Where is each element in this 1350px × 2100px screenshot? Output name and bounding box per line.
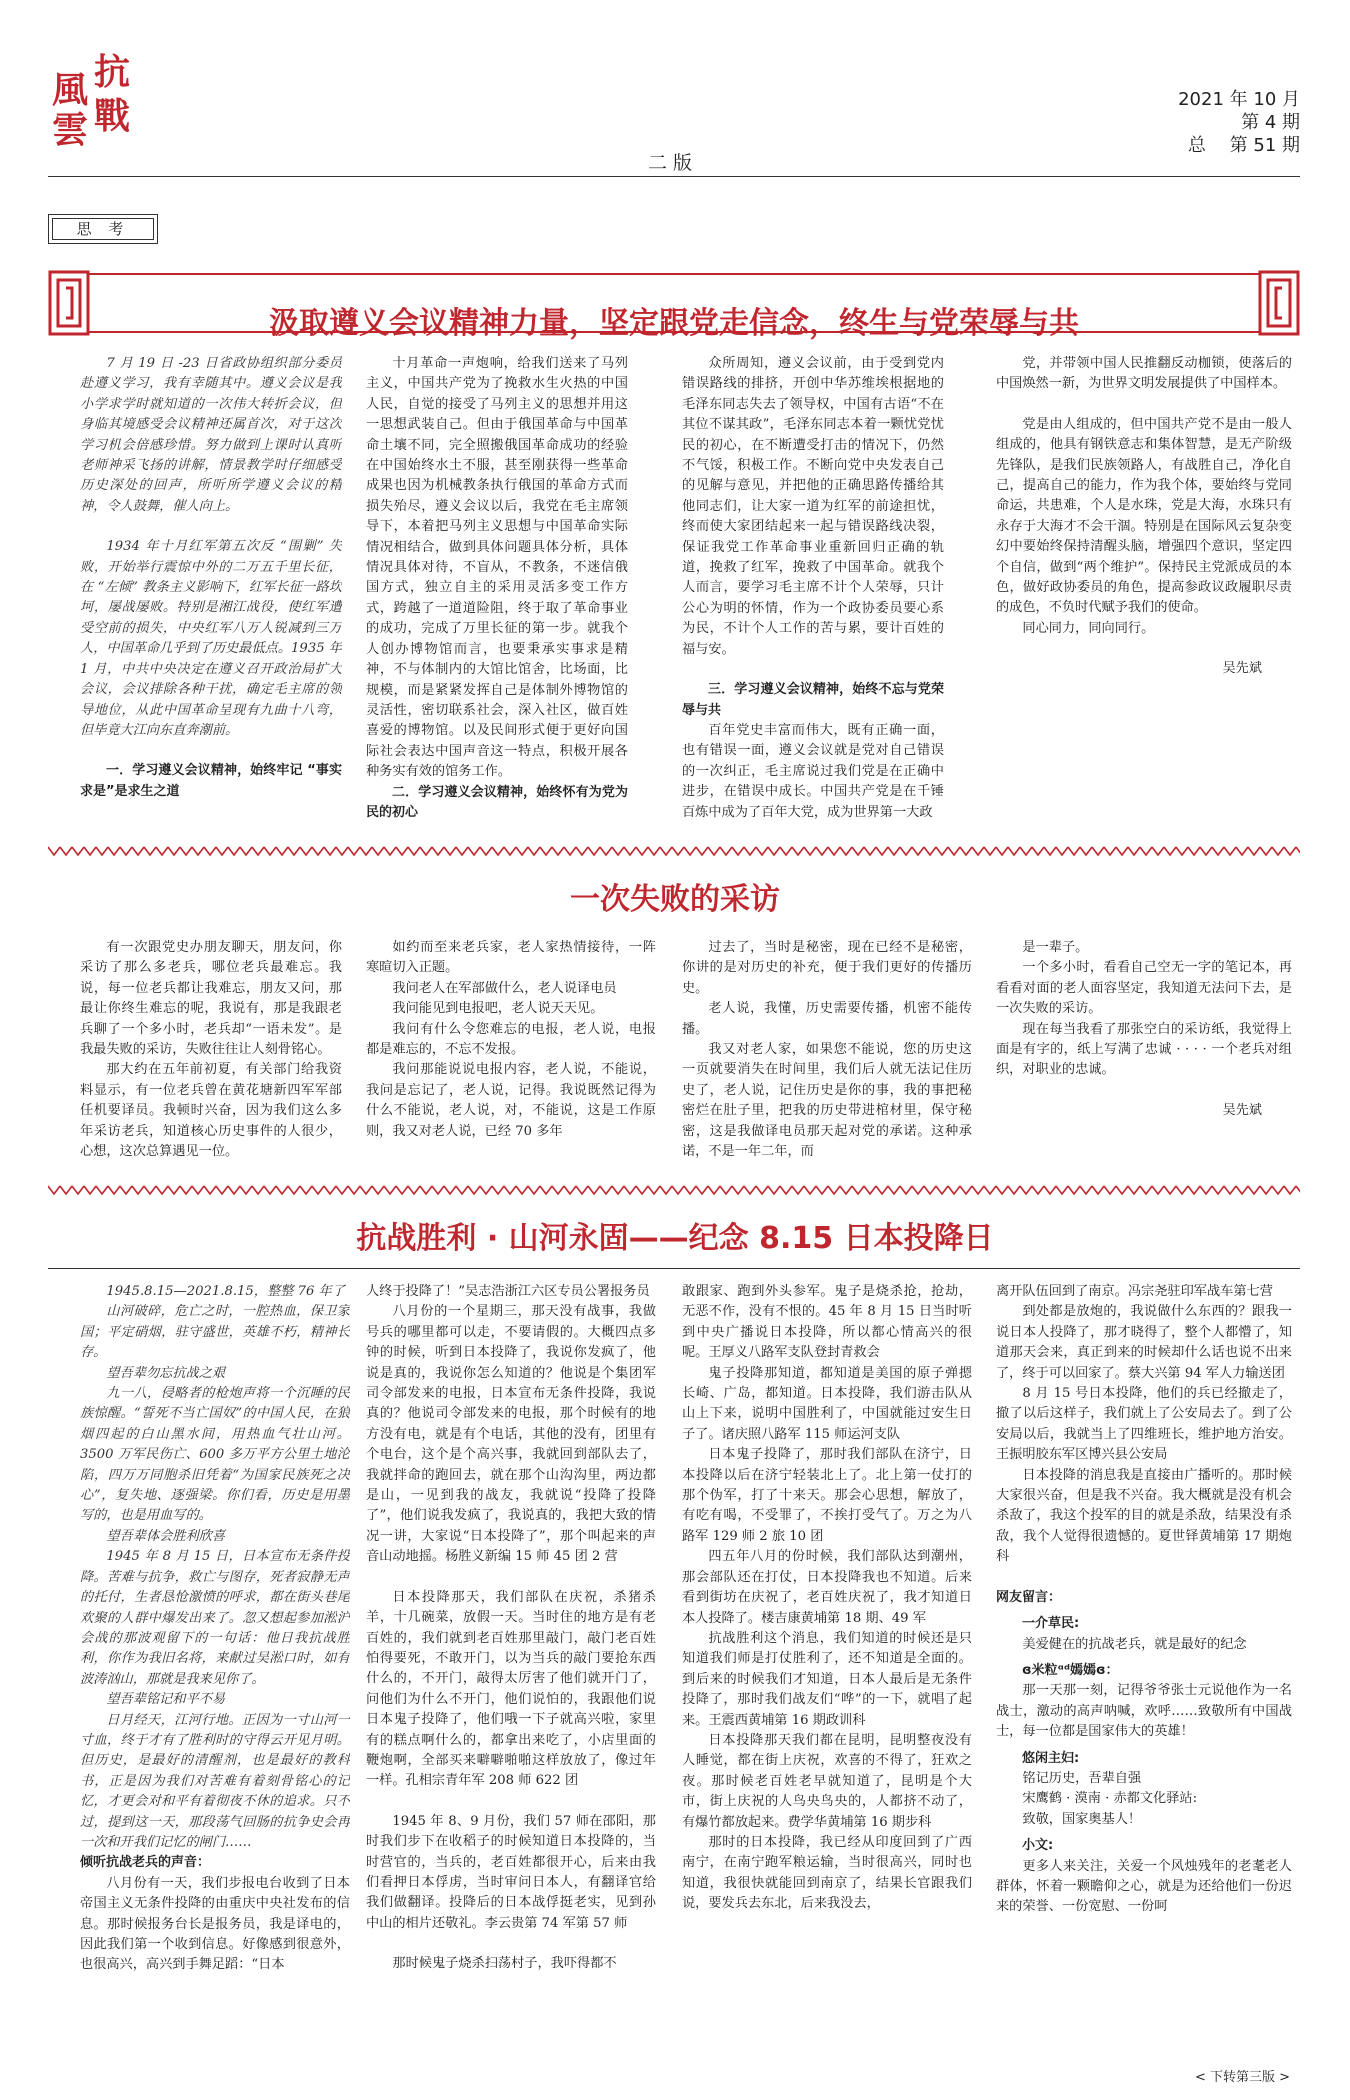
page-version: 二 版 (647, 152, 693, 174)
issue-date: 2021 年 10 月 (1178, 89, 1300, 110)
comment-author: 小文: (1022, 1838, 1054, 1854)
article3-paragraph: 九一八，侵略者的枪炮声将一个沉睡的民族惊醒。“誓死不当亡国奴”的中国人民，在狼烟四起的白山黑水间，用热血气壮山河。3500 万军民伤亡、600 多万平方公里土地沦陷，四万万同胞杀旧凭着“为国家民族死之决心”，复失地、逐强梁。你们看，历史是用墨写的，也是用血写的。 (80, 1386, 350, 1524)
article3-subheading: 倾听抗战老兵的声音： (80, 1855, 211, 1871)
article1-column-4 (996, 354, 1292, 774)
article3-paragraph: 抗战胜利这个消息，我们知道的时候还是只知道我们师是打仗胜利了，还不知道是全面的。到后来的时候我们才知道，日本人最后是无条件投降了，那时我们战友们“哗”的一下，就唱了起来。王震西黄埔第 16 期政训科 (682, 1630, 972, 1728)
zigzag-divider (48, 1184, 1300, 1196)
logo-char: 抗 (93, 51, 130, 93)
article3-paragraph: 那时候鬼子烧杀扫荡村子，我吓得都不 (392, 1956, 617, 1972)
article3-paragraph: 日本投降那天，我们部队在庆祝，杀猪杀羊，十几碗菜，放假一天。当时住的地方是有老百姓的，我们就到老百姓那里敲门，敲门老百姓怕得要死，不敢开门，以为当兵的敲门要抢东西什么的，不开门，敲得太厉害了他们就开门了，问他们为什么不开门，他们说怕的，我跟他们说日本鬼子投降了，他们哦一下子就高兴啦，家里有的糕点啊什么的，都拿出来吃了，小店里面的鞭炮啊，全部买来噼噼啪啪这样放放了，像过年一样。孔相宗青年军 208 师 622 团 (366, 1589, 656, 1789)
article2-paragraph: 是一辈子。 (1022, 940, 1089, 955)
continued-note: < 下转第三版 > (1194, 2070, 1290, 2085)
article1-paragraph: 众所周知，遵义会议前，由于受到党内错误路线的排挤，开创中华苏维埃根据地的毛泽东同志失去了领导权，中国有古语“不在其位不谋其政”，毛泽东同志本着一颗忧党忧民的初心，在不断遭受打击的情况下，仍然不气馁，积极工作。不断向党中央发表自己的见解与意见，并把他的正确思路传播给其他同志们，让大家一道为红军的前途担忧，终而使大家团结起来一起与错误路线决裂，保证我党工作革命事业重新回归正确的轨道，挽救了红军，挽救了中国革命。就我个人而言，要学习毛主席不计个人荣辱，只计公心为明的怀情，作为一个政协委员要心系为民，不计个人工作的苦与累，要计百姓的福与安。 (682, 356, 944, 657)
article1-paragraph: 1934 年十月红军第五次反 “围剿” 失败，开始举行震惊中外的二万五千里长征，在 “左倾” 教条主义影响下，红军长征一路坎坷，屡战屡败。特别是湘江战役，使红军遭受空前的损失，中央红军八万人锐减到三万人，中国革命几乎到了历史最低点。1935 年 1 月，中共中央决定在遵义召开政治局扩大会议，会议排除各种干扰，确定毛主席的领导地位，从此中国革命呈现有九曲十八弯，但毕竟大江向东直奔潮前。 (80, 539, 342, 738)
article1-paragraph: 同心同力，同向同行。 (1022, 620, 1155, 636)
article3-paragraph: 1945 年 8 月 15 日，日本宣布无条件投降。苦难与抗争，救亡与图存，死者寂静无声的托付，生者恳怆激愤的呼求，都在街头巷尾欢聚的人群中爆发出来了。忽又想起参加淞沪会战的那波观留下的一句话：他日我抗战胜利，你作为我旧名将，来献过吴淞口时，如有波涛汹山，那就是我来见你了。 (80, 1549, 350, 1687)
article3-subheading: 望吾辈体会胜利欣喜 (106, 1528, 226, 1544)
article2-paragraph: 我又对老人家，如果您不能说，您的历史这一页就要消失在时间里，我们后人就无法记住历史了，老人说，记住历史是你的事，我的事把秘密烂在肚子里，把我的历史带进棺材里，保守秘密，这是我做译电员那天起对党的承诺。这种承诺，不是一年二年，而 (682, 1042, 972, 1160)
article1-subheading: 二．学习遵义会议精神，始终怀有为党为民的初心 (366, 784, 628, 820)
comments-heading: 网友留言： (996, 1589, 1062, 1605)
comment-author: ɞ米粒ᵅᵈ嫣嫣ɞ： (1022, 1662, 1119, 1678)
issue-number: 第 4 期 (1241, 112, 1300, 133)
article3-title: 抗战胜利 · 山河永固——纪念 8.15 日本投降日 (356, 1221, 994, 1256)
comment-author: 悠闲主妇: (1022, 1750, 1080, 1766)
comment-text: 铭记历史，吾辈自强 (1022, 1770, 1142, 1786)
article3-paragraph: 日本投降那天我们都在昆明，昆明整夜没有人睡觉，都在街上庆祝，欢喜的不得了，狂欢之夜。那时候老百姓老早就知道了，昆明是个大市，街上庆祝的人鸟央鸟央的，人都挤不动了，有爆竹都放起来。费学华黄埔第 16 期步科 (682, 1732, 972, 1830)
comment-text: 更多人来关注，关爱一个风烛残年的老耄老人群体，怀着一颗瞻仰之心，就是为还给他们一份迟来的荣誉、一份宽慰、一份呵 (996, 1858, 1292, 1915)
article3-paragraph: 到处都是放炮的，我说做什么东西的？跟我一说日本人投降了，那才晓得了，整个人都懵了，知道那天会来，真正到来的时候却什么话也说不出来了，终于可以回家了。蔡大兴第 94 军人力输送团 (996, 1304, 1292, 1381)
article2-author: 吴先斌 (1222, 1102, 1262, 1118)
article3-paragraph: 离开队伍回到了南京。冯宗尧驻印军战车第七营 (996, 1284, 1273, 1299)
article2-paragraph: 我问老人在军部做什么，老人说译电员 (392, 980, 617, 996)
article3-paragraph: 那时的日本投降，我已经从印度回到了广西南宁，在南宁跑军粮运输，当时很高兴，同时也知道，我很快就能回到南京了，结果长官跟我们说，要发兵去东北，后来我没去， (682, 1834, 972, 1912)
article2-paragraph: 老人说，我懂，历史需要传播，机密不能传播。 (682, 1001, 972, 1037)
article3-paragraph: 敢跟家、跑到外头参军。鬼子是烧杀抢，抢劫，无恶不作，没有不恨的。45 年 8 月 15 日当时听到中央广播说日本投降，所以都心情高兴的很呢。王厚义八路军支队登封青救会 (682, 1284, 972, 1361)
article1-column-3 (682, 354, 944, 824)
article3-paragraph: 日本投降的消息我是直接由广播听的。那时候大家很兴奋，但是我不兴奋。我大概就是没有机会杀敌了，我这个投军的目的就是杀敌，结果没有杀敌，我个人觉得很遗憾的。夏世铎黄埔第 17 期炮科 (996, 1467, 1292, 1565)
article2-paragraph: 我问能见到电报吧，老人说天天见。 (392, 1001, 604, 1017)
article3-divider (48, 1268, 1300, 1269)
issue-info (1130, 88, 1300, 157)
section-label-text: 思 考 (52, 218, 154, 240)
article1-author: 吴先斌 (1222, 661, 1262, 677)
logo-char: 風 (51, 69, 88, 111)
comment-text: 致敬，国家奥基人！ (1022, 1811, 1142, 1827)
article3-paragraph: 八月份的一个星期三，那天没有战事，我做号兵的哪里都可以走，不要请假的。大概四点多钟的时候，听到日本投降了，我说你发疯了，他说是真的，我说你怎么知道的？他说是个集团军司令部发来的电报，日本宣布无条件投降，我说真的？他说司令部发来的电报，那个时候有的地方没有电，就是有个电话，其他的没有，团里有个电台，这个是个高兴事，我就回到部队去了，我就拌命的跑回去，就在那个山沟沟里，两边都是山，一见到我的战友，我就说“投降了投降了”，他们说我发疯了，我说真的，我把大致的情况一讲，大家说“日本投降了”，那个叫起来的声音山动地摇。杨胜义新编 15 师 45 团 2 营 (366, 1304, 656, 1565)
article3-paragraph: 日本鬼子投降了，那时我们部队在济宁，日本投降以后在济宁轻装北上了。北上第一仗打的那个伪军，打了十来天。那会心思想，解放了，有吃有喝，不受罪了，不挨打受气了。万之为八路军 129 师 2 旅 10 团 (682, 1447, 972, 1544)
article3-subheading: 望吾辈铭记和平不易 (106, 1692, 226, 1708)
article3-column-1 (80, 1282, 350, 2082)
article3-subheading: 望吾辈勿忘抗战之艰 (106, 1365, 226, 1381)
article3-paragraph: 人终于投降了！”吴志浩浙江六区专员公署报务员 (366, 1284, 650, 1299)
article1-column-2 (366, 354, 628, 824)
article3-column-2 (366, 1282, 656, 2082)
article2-paragraph: 那大约在五年前初夏，有关部门给我资料显示，有一位老兵曾在黄花塘新四军军部任机要译员。我顿时兴奋，因为我们这么多年采访老兵，知道核心历史事件的人很少，心想，这次总算遇见一位。 (80, 1062, 342, 1160)
article2-paragraph: 我问那能说说电报内容，老人说，不能说，我问是忘记了，老人说，记得。我说既然记得为什么不能说，老人说，对，不能说，这是工作原则，我又对老人说，已经 70 多年 (366, 1062, 656, 1139)
article3-paragraph: 四五年八月的份时候，我们部队达到潮州，那会部队还在打仗，日本投降我也不知道。后来看到街坊在庆祝了，老百姓庆祝了，我才知道日本人投降了。楼吉康黄埔第 18 期、49 军 (682, 1549, 972, 1626)
comment-text: 宋鹰鹤 · 漠南 · 赤都文化驿站: (1022, 1791, 1198, 1807)
article3-paragraph: 鬼子投降那知道，都知道是美国的原子弹摁长崎、广岛，都知道。日本投降，我们游击队从山上下来，说明中国胜利了，中国就能过安生日子了。诸庆照八路军 115 师运河支队 (682, 1365, 972, 1442)
issue-total: 总 第 51 期 (1187, 135, 1300, 156)
article1-subheading: 三．学习遵义会议精神，始终不忘与党荣辱与共 (682, 682, 944, 718)
comment-author: 一介草民: (1022, 1616, 1080, 1632)
comment-text: 那一天那一刻，记得爷爷张士元说他作为一名战士，激动的高声呐喊，欢呼……致敬所有中国战士，每一位都是国家伟大的英雄！ (996, 1683, 1292, 1740)
article1-title: 汲取遵义会议精神力量，坚定跟党走信念，终生与党荣辱与共 (269, 306, 1079, 341)
article3-paragraph: 八月份有一天，我们步报电台收到了日本帝国主义无条件投降的由重庆中央社发布的信息。那时候报务台长是报务员，我是译电的，因此我们第一个收到信息。好像感到很意外，也很高兴，高兴到手舞足蹈：“日本 (80, 1875, 350, 1973)
article1-column-1 (80, 354, 342, 824)
article1-intro: 7 月 19 日 -23 日省政协组织部分委员赴遵义学习，我有幸随其中。遵义会议是我小学求学时就知道的一次伟大转折会议，但身临其境感受会议精神还属首次，对于这次学习机会倍感珍惜。努力做到上课时认真听老师神采飞扬的讲解，情景教学时仔细感受历史深处的回声，所听所学遵义会议的精神，令人鼓舞，催人向上。 (80, 356, 342, 514)
logo-char: 雲 (51, 109, 88, 151)
article2-paragraph: 我问有什么令您难忘的电报，老人说，电报都是难忘的，不忘不发报。 (366, 1021, 656, 1058)
article3-column-3 (682, 1282, 972, 2082)
article2-paragraph: 一个多小时，看看自己空无一字的笔记本，再看看对面的老人面容坚定，我知道无法问下去，是一次失败的采访。 (996, 960, 1292, 1017)
article2-column-4 (996, 938, 1292, 1158)
article3-paragraph: 1945 年 8、9 月份，我们 57 师在邵阳，那时我们步下在收稻子的时候知道日本投降的，当时营官的，当兵的，老百姓都很开心，后来由我们看押日本俘虏，当时审问日本人，有翻译官给我们做翻译。投降后的日本战俘挺老实，见到孙中山的相片还敬礼。李云贵第 74 军第 57 师 (366, 1813, 656, 1931)
article2-column-1 (80, 938, 342, 1188)
article3-paragraph: 1945.8.15—2021.8.15，整整 76 年了 (106, 1284, 345, 1299)
article1-paragraph: 十月革命一声炮响，给我们送来了马列主义，中国共产党为了挽救水生火热的中国人民，自觉的接受了马列主义的思想并用这一思想武装自己。但由于俄国革命与中国革命土壤不同，完全照搬俄国革命成功的经验在中国始终水土不服，甚至刚获得一些革命成果也因为机械教条执行俄国的革命方式而损失殆尽，遵义会议以后，我党在毛主席领导下，本着把马列主义思想与中国革命实际情况相结合，做到具体问题具体分析，具体情况具体对待，不盲从，不教条，不迷信俄国方式，独立自主的采用灵活多变工作方式，跨越了一道道险阻，终于取了革命事业的成功，完成了万里长征的第一步。就我个人创办博物馆而言，也要秉承实事求是精神，不与体制内的大馆比馆舍，比场面，比规模，而是紧紧发挥自己是体制外博物馆的灵活性，密切联系社会，深入社区，做百姓喜爱的博物馆。以及民间形式便于更好向国际社会表达中国声音这一特点，积极开展各种务实有效的馆务工作。 (366, 356, 628, 780)
article2-paragraph: 过去了，当时是秘密，现在已经不是秘密，你讲的是对历史的补充，便于我们更好的传播历史。 (682, 940, 972, 996)
article1-paragraph: 百年党史丰富而伟大，既有正确一面，也有错误一面，遵义会议就是党对自己错误的一次纠正，毛主席说过我们党是在正确中进步，在错误中成长。中国共产党是在千锤百炼中成为了百年大党，成为世界第一大政 (682, 722, 944, 820)
masthead-divider (48, 176, 1300, 177)
article2-column-2 (366, 938, 656, 1188)
article1-subheading: 一．学习遵义会议精神，始终牢记 “事实求是”是求生之道 (80, 763, 342, 799)
article2-column-3 (682, 938, 972, 1188)
article2-paragraph: 有一次跟党史办朋友聊天，朋友问，你采访了那么多老兵，哪位老兵最难忘。我说，每一位老兵都让我难忘，朋友又问，那最让你终生难忘的呢，我说有，那是我跟老兵聊了一个多小时，老兵却“一语未发”。是我最失败的采访，失败往往让人刻骨铭心。 (80, 940, 342, 1058)
article3-paragraph: 日月经天，江河行地。正因为一寸山河一寸血，终于才有了胜利时的守得云开见月明。但历史，是最好的清醒剂，也是最好的教科书，正是因为我们对苦难有着刻骨铭心的记忆，才更会对和平有着彻夜不休的追求。只不过，提到这一天，那段荡气回肠的抗争史会再一次和开我们记忆的闸门…… (80, 1712, 350, 1850)
article2-title: 一次失败的采访 (570, 882, 780, 917)
comment-text: 美爱健在的抗战老兵，就是最好的纪念 (1022, 1636, 1247, 1652)
logo-char: 戰 (93, 95, 130, 137)
article3-column-4 (996, 1282, 1292, 2062)
section-label (48, 214, 158, 244)
logo (48, 51, 134, 151)
article2-paragraph: 现在每当我看了那张空白的采访纸，我觉得上面是有字的，纸上写满了忠诚 · · · · 一个老兵对组织，对职业的忠诚。 (996, 1021, 1292, 1078)
article1-paragraph: 党，并带领中国人民推翻反动枷锁，使落后的中国焕然一新，为世界文明发展提供了中国样本。 (996, 356, 1292, 392)
article2-paragraph: 如约而至来老兵家，老人家热情接待，一阵寒暄切入正题。 (366, 940, 656, 976)
article1-paragraph: 党是由人组成的，但中国共产党不是由一般人组成的，他具有钢铁意志和集体智慧，是无产阶级先锋队，是我们民族领路人，有战胜自己，净化自己，提高自己的能力，作为我个体，要始终与党同命运，共患难，个人是水珠，党是大海，水珠只有永存于大海才不会干涸。特别是在国际风云复杂变幻中要始终保持清醒头脑，增强四个意识，坚定四个自信，做到“两个维护”。保持民主党派成员的本色，做好政协委员的角色，提高参政议政履职尽责的成色，不负时代赋予我们的使命。 (996, 416, 1292, 616)
zigzag-divider (48, 845, 1300, 857)
article3-paragraph: 8 月 15 号日本投降，他们的兵已经撤走了，撤了以后这样子，我们就上了公安局去了。到了公安局以后，我就当上了四维班长，维护地方治安。王振明胶东军区博兴县公安局 (996, 1386, 1292, 1463)
article3-paragraph: 山河破碎，危亡之时，一腔热血，保卫家国；平定硝烟，驻守盛世，英雄不朽，精神长存。 (80, 1304, 350, 1361)
